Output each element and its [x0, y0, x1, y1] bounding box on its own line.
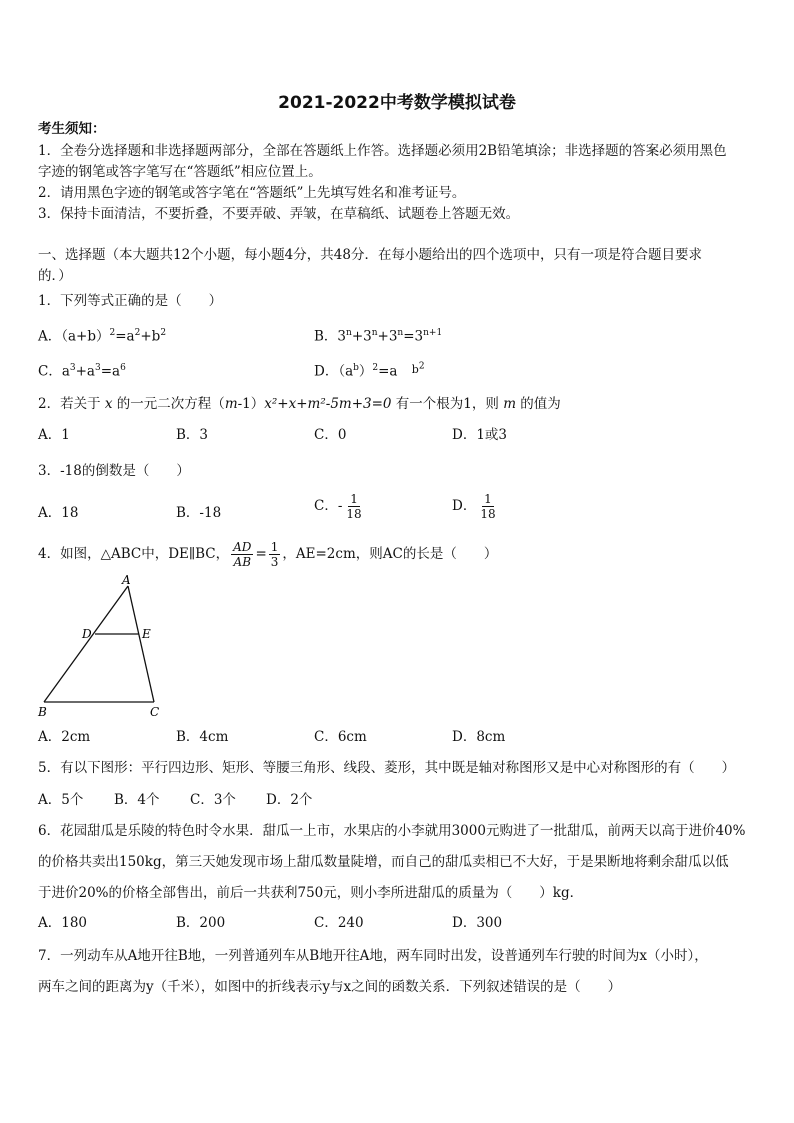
- q2-stem-mid1: 的一元二次方程（: [112, 396, 225, 412]
- q4-stem-post: ，AE=2cm，则AC的长是（ ）: [282, 546, 498, 562]
- q4-triangle-figure: [36, 572, 176, 722]
- q3-c-den: 18: [346, 507, 362, 521]
- label-e: E: [142, 627, 151, 641]
- q5-option-d[interactable]: D．2个: [266, 792, 313, 808]
- q2-option-b[interactable]: B．3: [176, 427, 209, 443]
- q2-var-x: x: [104, 396, 113, 412]
- q1-a-sup: 2: [109, 328, 116, 338]
- q5-option-b[interactable]: B．4个: [114, 792, 160, 808]
- q4-f1-num: AD: [233, 540, 252, 554]
- q4-f2-den: 3: [270, 555, 279, 569]
- q1-option-b[interactable]: [314, 322, 442, 348]
- q7-stem-line-2: 两车之间的距离为y（千米），如图中的折线表示y与x之间的函数关系．下列叙述错误的是（ ）: [38, 979, 622, 995]
- notice-item-1-line-1: 1．全卷分选择题和非选择题两部分，全部在答题纸上作答。选择题必须用2B铅笔填涂；非选择题的答案必须用黑色: [38, 143, 727, 159]
- q6-option-a[interactable]: A．180: [38, 915, 88, 931]
- q2-var-m: m: [224, 396, 238, 412]
- q5-stem: 5．有以下图形：平行四边形、矩形、等腰三角形、线段、菱形，其中既是轴对称图形又是中心对称图形的有（ ）: [38, 760, 736, 776]
- q2-option-c[interactable]: C．0: [314, 427, 347, 443]
- q3-d-text: D．: [452, 498, 477, 514]
- q3-c-text: C．-: [314, 498, 343, 514]
- q1-b-sup4: n+1: [423, 328, 443, 338]
- q1-b-sup2: n: [371, 328, 378, 338]
- q6-stem-line-3: 于进价20%的价格全部售出，前后一共获利750元，则小李所进甜瓜的质量为（ ）kg．: [38, 885, 584, 901]
- q1-a-text2: =a: [115, 328, 135, 345]
- q3-c-num: 1: [350, 492, 358, 506]
- q1-option-d[interactable]: [314, 357, 425, 384]
- q3-option-c[interactable]: [314, 492, 366, 521]
- q1-a-sup3: 2: [160, 328, 167, 338]
- q1-d-text: D．（a: [314, 363, 354, 380]
- q1-d-tail-sup: 2: [418, 360, 425, 371]
- q1-d-sup1: b: [353, 363, 359, 373]
- q1-c-sup1: 3: [69, 363, 76, 373]
- q1-d-tail-base: b: [411, 362, 419, 376]
- q1-b-text4: =3: [403, 328, 424, 345]
- notice-item-2: 2．请用黑色字迹的钢笔或答字笔在“答题纸”上先填写姓名和准考证号。: [38, 185, 466, 201]
- q2-stem-post: 有一个根为1，则: [391, 396, 504, 412]
- q2-stem-pre: 2．若关于: [38, 396, 105, 412]
- q1-c-text: C．a: [38, 363, 70, 380]
- label-a: A: [122, 573, 131, 587]
- side-ac: [128, 586, 154, 702]
- q4-option-d[interactable]: D．8cm: [452, 729, 506, 745]
- q4-stem-pre: 4．如图，△ABC中，DE∥BC，: [38, 546, 230, 562]
- q4-f2-num: 1: [270, 540, 279, 554]
- label-c: C: [150, 705, 160, 719]
- q2-equation: x²+x+m²-5m+3=0: [264, 396, 392, 412]
- q1-a-text3: +b: [140, 328, 161, 345]
- q1-b-sup1: n: [346, 328, 352, 338]
- q1-a-sup2: 2: [134, 328, 141, 338]
- q3-stem: 3．-18的倒数是（ ）: [38, 463, 190, 479]
- q4-fraction-1-3: [269, 540, 281, 569]
- label-d: D: [82, 627, 92, 641]
- q2-stem: [38, 393, 758, 415]
- q1-c-sup3: 6: [120, 363, 126, 373]
- q6-option-c[interactable]: C．240: [314, 915, 364, 931]
- notice-item-3: 3．保持卡面清洁，不要折叠，不要弄破、弄皱，在草稿纸、试题卷上答题无效。: [38, 206, 520, 222]
- section-heading-line-2: 的．）: [38, 268, 72, 284]
- q4-option-a[interactable]: A．2cm: [38, 729, 91, 745]
- q1-d-sup2: 2: [372, 363, 379, 373]
- exam-title: 2021-2022中考数学模拟试卷: [278, 93, 516, 113]
- q1-option-c[interactable]: [38, 357, 126, 383]
- q2-stem-mid2: -1）: [237, 396, 265, 412]
- q4-fraction-ad-ab: [231, 540, 253, 569]
- label-b: B: [38, 705, 47, 719]
- q1-b-sup3: n: [397, 328, 404, 338]
- q6-stem-line-1: 6．花园甜瓜是乐陵的特色时令水果．甜瓜一上市，水果店的小李就用3000元购进了一批甜瓜，前两天以高于进价40%: [38, 823, 746, 839]
- section-heading-line-1: 一、选择题（本大题共12个小题，每小题4分，共48分．在每小题给出的四个选项中，只有一项是符合题目要求: [38, 247, 702, 263]
- q6-option-d[interactable]: D．300: [452, 915, 503, 931]
- q2-option-d[interactable]: D．1或3: [452, 427, 508, 443]
- q6-stem-line-2: 的价格共卖出150kg，第三天她发现市场上甜瓜数量陡增，而自己的甜瓜卖相已不大好，于是果断地将剩余甜瓜以低: [38, 854, 729, 870]
- q4-option-c[interactable]: C．6cm: [314, 729, 367, 745]
- side-ab: [44, 586, 128, 702]
- notice-item-1-line-2: 字迹的钢笔或答字笔写在“答题纸”相应位置上。: [38, 164, 322, 180]
- q2-option-a[interactable]: A．1: [38, 427, 70, 443]
- q1-c-sup2: 3: [95, 363, 101, 373]
- q1-b-text3: +3: [377, 328, 398, 345]
- q3-option-a[interactable]: A．18: [38, 505, 79, 521]
- q4-equals: =: [255, 546, 267, 562]
- q1-c-text2: +a: [75, 363, 95, 380]
- q1-d-tail: [411, 360, 425, 376]
- q1-b-text2: +3: [351, 328, 372, 345]
- q3-option-d[interactable]: [452, 492, 500, 521]
- q4-option-b[interactable]: B．4cm: [176, 729, 229, 745]
- q5-option-c[interactable]: C．3个: [190, 792, 236, 808]
- q7-stem-line-1: 7．一列动车从A地开往B地，一列普通列车从B地开往A地，两车同时出发，设普通列车行驶的时间为x（小时），: [38, 948, 708, 964]
- q4-f1-den: AB: [233, 555, 252, 569]
- notice-heading: 考生须知：: [38, 121, 106, 137]
- q3-d-fraction: [478, 492, 497, 521]
- q3-option-b[interactable]: B．-18: [176, 505, 222, 521]
- q1-d-text2: ）: [358, 363, 373, 380]
- q1-stem: 1．下列等式正确的是（ ）: [38, 293, 223, 309]
- q3-d-num: 1: [484, 492, 492, 506]
- q1-b-text: B．3: [314, 328, 347, 345]
- q2-var-m2: m: [503, 396, 516, 412]
- q4-stem: [38, 540, 758, 569]
- q6-option-b[interactable]: B．200: [176, 915, 226, 931]
- q1-d-text3: =a: [378, 363, 398, 380]
- q3-d-den: 18: [480, 507, 496, 521]
- q1-c-text3: =a: [100, 363, 121, 380]
- q2-stem-end: 的值为: [516, 396, 561, 412]
- q5-option-a[interactable]: A．5个: [38, 792, 84, 808]
- q1-a-text: A．（a+b）: [38, 328, 110, 345]
- q3-c-fraction: [344, 492, 363, 521]
- q1-option-a[interactable]: [38, 322, 166, 348]
